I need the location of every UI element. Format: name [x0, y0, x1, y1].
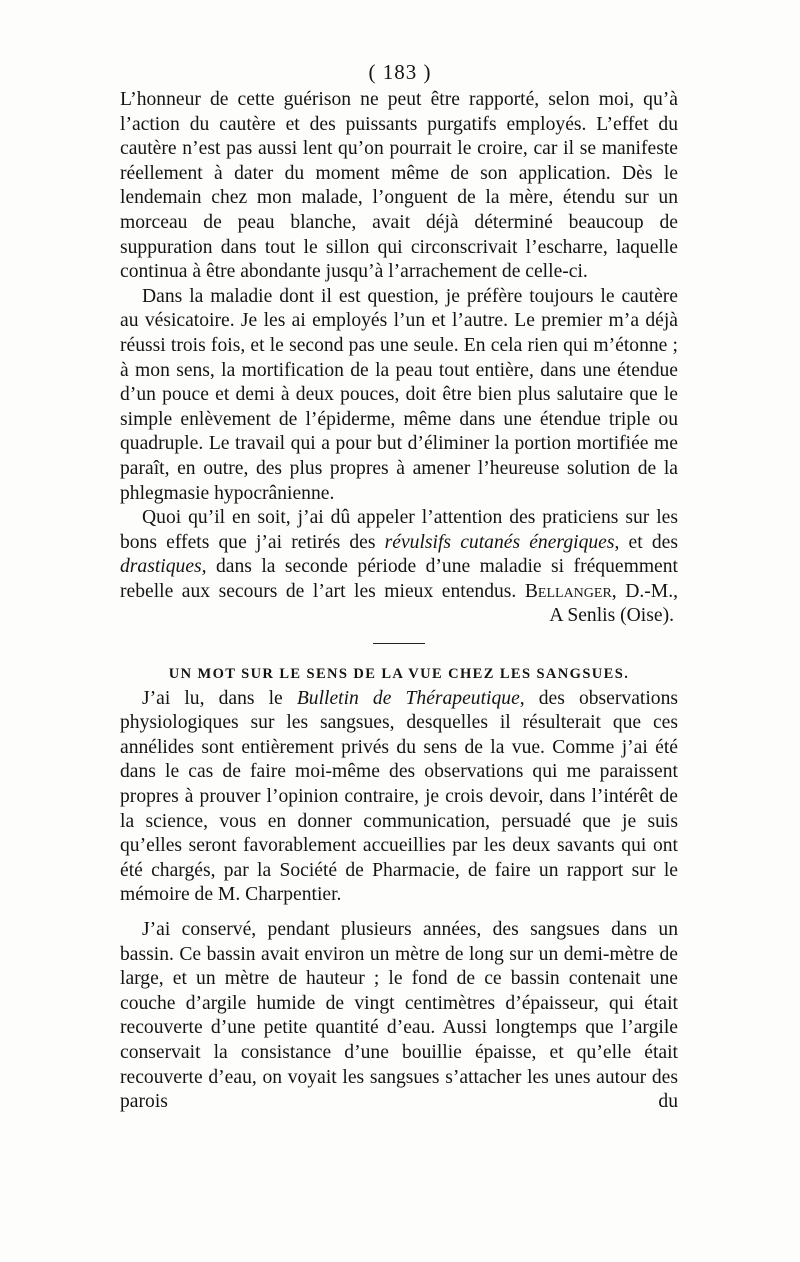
conclusion-text-a: Quoi qu’il en soit, j’ai dû appeler l’attention des praticiens sur les bons effets que j’ai retirés des — [120, 507, 678, 553]
paragraph-leeches-intro — [120, 687, 678, 908]
body-text — [120, 88, 678, 1115]
paragraph-gap — [120, 908, 678, 918]
paragraph-conclusion — [120, 506, 678, 604]
conclusion-text-c: , et des — [614, 531, 678, 553]
paragraph-basin-observations: J’ai conservé, pendant plusieurs années, des sangsues dans un bassin. Ce bassin avait environ un mètre de long sur un demi-mètre de large, et un mètre de hauteur ; le fond de ce bassin contenait une couche d’argile humide de vingt centimètres d’épaisseur, qui était recouverte d’une petite quantité d’eau. Aussi longtemps que l’argile conservait la consistance d’une bouillie épaisse, et qu’elle était recouverte d’eau, on voyait les sangsues s’attacher les unes autour des parois du — [120, 919, 678, 1113]
page-number: ( 183 ) — [368, 60, 432, 84]
conclusion-text-e: , dans la seconde période d’une maladie si fréquemment rebelle aux secours de l’art les mieux entendus. — [120, 556, 678, 602]
section-divider — [373, 643, 425, 644]
intro-text-c: , des observations physiologiques sur les sangsues, desquelles il résulterait que ces annélides sont entièrement privés du sens de la vue. Comme j’ai été dans le cas de faire moi-même des observations qui me paraissent propres à prouver l’opinion contraire, je crois devoir, dans l’intérêt de la science, vous en donner communication, persuadé que je suis qu’elles seront favorablement accueillies par les deux savants qui ont été chargés, par la Société de Pharmacie, de faire un rapport sur le mémoire de M. Charpentier. — [120, 687, 678, 906]
author-place: A Senlis (Oise). — [549, 605, 674, 627]
conclusion-italic-drastiques: drastiques — [120, 556, 202, 578]
paragraph-cautery-preference: Dans la maladie dont il est question, je préfère toujours le cautère au vésicatoire. Je les ai employés l’un et l’autre. Le premier m’a déjà réussi trois fois, et le second pas une seule. En cela rien qui m’étonne ; à mon sens, la mortification de la peau tout entière, dans une étendue d’un pouce et demi à deux pouces, doit être bien plus salutaire que le simple enlèvement de l’épiderme, même dans une étendue triple ou quadruple. Le travail qui a pour but d’éliminer la portion mortifiée me paraît, en outre, des plus propres à amener l’heureuse solution de la phlegmasie hypocrânienne. — [120, 285, 678, 504]
author-signature: Bellanger, D.-M., — [524, 580, 678, 602]
intro-italic-bulletin: Bulletin de Thérapeutique — [296, 687, 520, 709]
conclusion-italic-revulsifs: révulsifs cutanés énergiques — [384, 531, 615, 553]
section-title: UN MOT SUR LE SENS DE LA VUE CHEZ LES SANGSUES. — [168, 666, 630, 683]
paragraph-cure-honour: L’honneur de cette guérison ne peut être rapporté, selon moi, qu’à l’action du cautère et des puissants purgatifs employés. L’effet du cautère n’est pas aussi lent qu’on pourrait le croire, car il se manifeste réellement à dater du moment même de son application. Dès le lendemain chez mon malade, l’onguent de la mère, étendu sur un morceau de peau blanche, avait déjà déterminé beaucoup de suppuration dans tout le sillon qui circonscrivait l’escharre, laquelle continua à être abondante jusqu’à l’arrachement de celle-ci. — [120, 89, 678, 283]
intro-text-a: J’ai lu, dans le — [142, 687, 297, 709]
